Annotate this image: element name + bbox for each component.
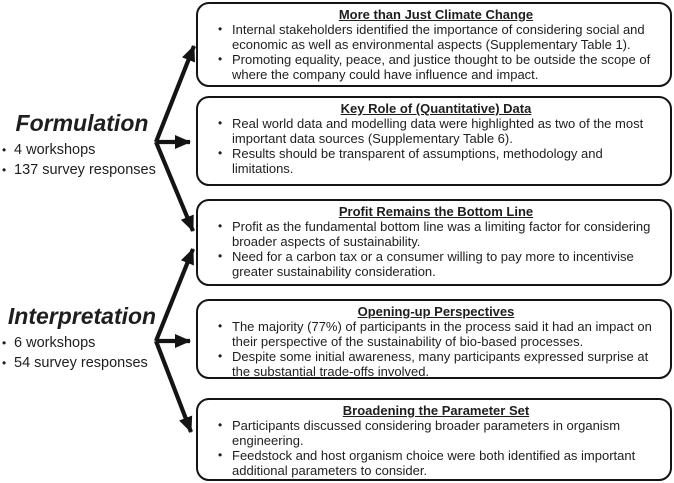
bullet-item: • Need for a carbon tax or a consumer willing to pay more to incentivise greater sustainability consideration. [216, 249, 662, 279]
box-title: Key Role of (Quantitative) Data [340, 101, 532, 116]
finding-box-opening-up-perspectives [196, 299, 672, 379]
stat-item: • 137 survey responses [2, 160, 162, 180]
group-interpretation-label: Interpretation [7, 303, 157, 329]
bullet-item: • Despite some initial awareness, many participants expressed surprise at the substantial trade-offs involved. [216, 349, 662, 379]
box-title: Profit Remains the Bottom Line [338, 204, 534, 219]
bullet-item: • Real world data and modelling data were highlighted as two of the most important data sources (Supplementary Table 6). [216, 116, 662, 146]
bullet-item: • The majority (77%) of participants in the process said it had an impact on their perspective of the sustainability of bio-based processes. [216, 319, 662, 349]
stat-item: • 54 survey responses [2, 353, 162, 373]
bullet-item: • Results should be transparent of assumptions, methodology and limitations. [216, 146, 662, 176]
box-title: Broadening the Parameter Set [342, 403, 530, 418]
group-formulation-label: Formulation [15, 110, 149, 136]
finding-box-more-than-climate-change [196, 2, 672, 87]
box-bullets [208, 418, 664, 478]
group-interpretation-stats [2, 333, 162, 373]
stat-item: • 4 workshops [2, 140, 162, 160]
stat-item: • 6 workshops [2, 333, 162, 353]
finding-box-profit-bottom-line [196, 199, 672, 286]
box-bullets [208, 22, 664, 82]
bullet-item: • Feedstock and host organism choice were both identified as important additional parameters to consider. [216, 448, 662, 478]
box-title: More than Just Climate Change [338, 7, 534, 22]
bullet-item: • Participants discussed considering broader parameters in organism engineering. [216, 418, 662, 448]
box-bullets [208, 219, 664, 279]
group-formulation [2, 110, 162, 180]
box-title: Opening-up Perspectives [357, 304, 515, 319]
group-formulation-stats [2, 140, 162, 180]
bullet-item: • Internal stakeholders identified the importance of considering social and economic as well as environmental aspects (Supplementary Table 1). [216, 22, 662, 52]
finding-box-broadening-parameter-set [196, 398, 672, 481]
group-interpretation [2, 303, 162, 373]
bullet-item: • Promoting equality, peace, and justice thought to be outside the scope of where the company could have influence and impact. [216, 52, 662, 82]
box-bullets [208, 116, 664, 176]
bullet-item: • Profit as the fundamental bottom line was a limiting factor for considering broader aspects of sustainability. [216, 219, 662, 249]
box-bullets [208, 319, 664, 379]
finding-box-key-role-of-data [196, 96, 672, 186]
